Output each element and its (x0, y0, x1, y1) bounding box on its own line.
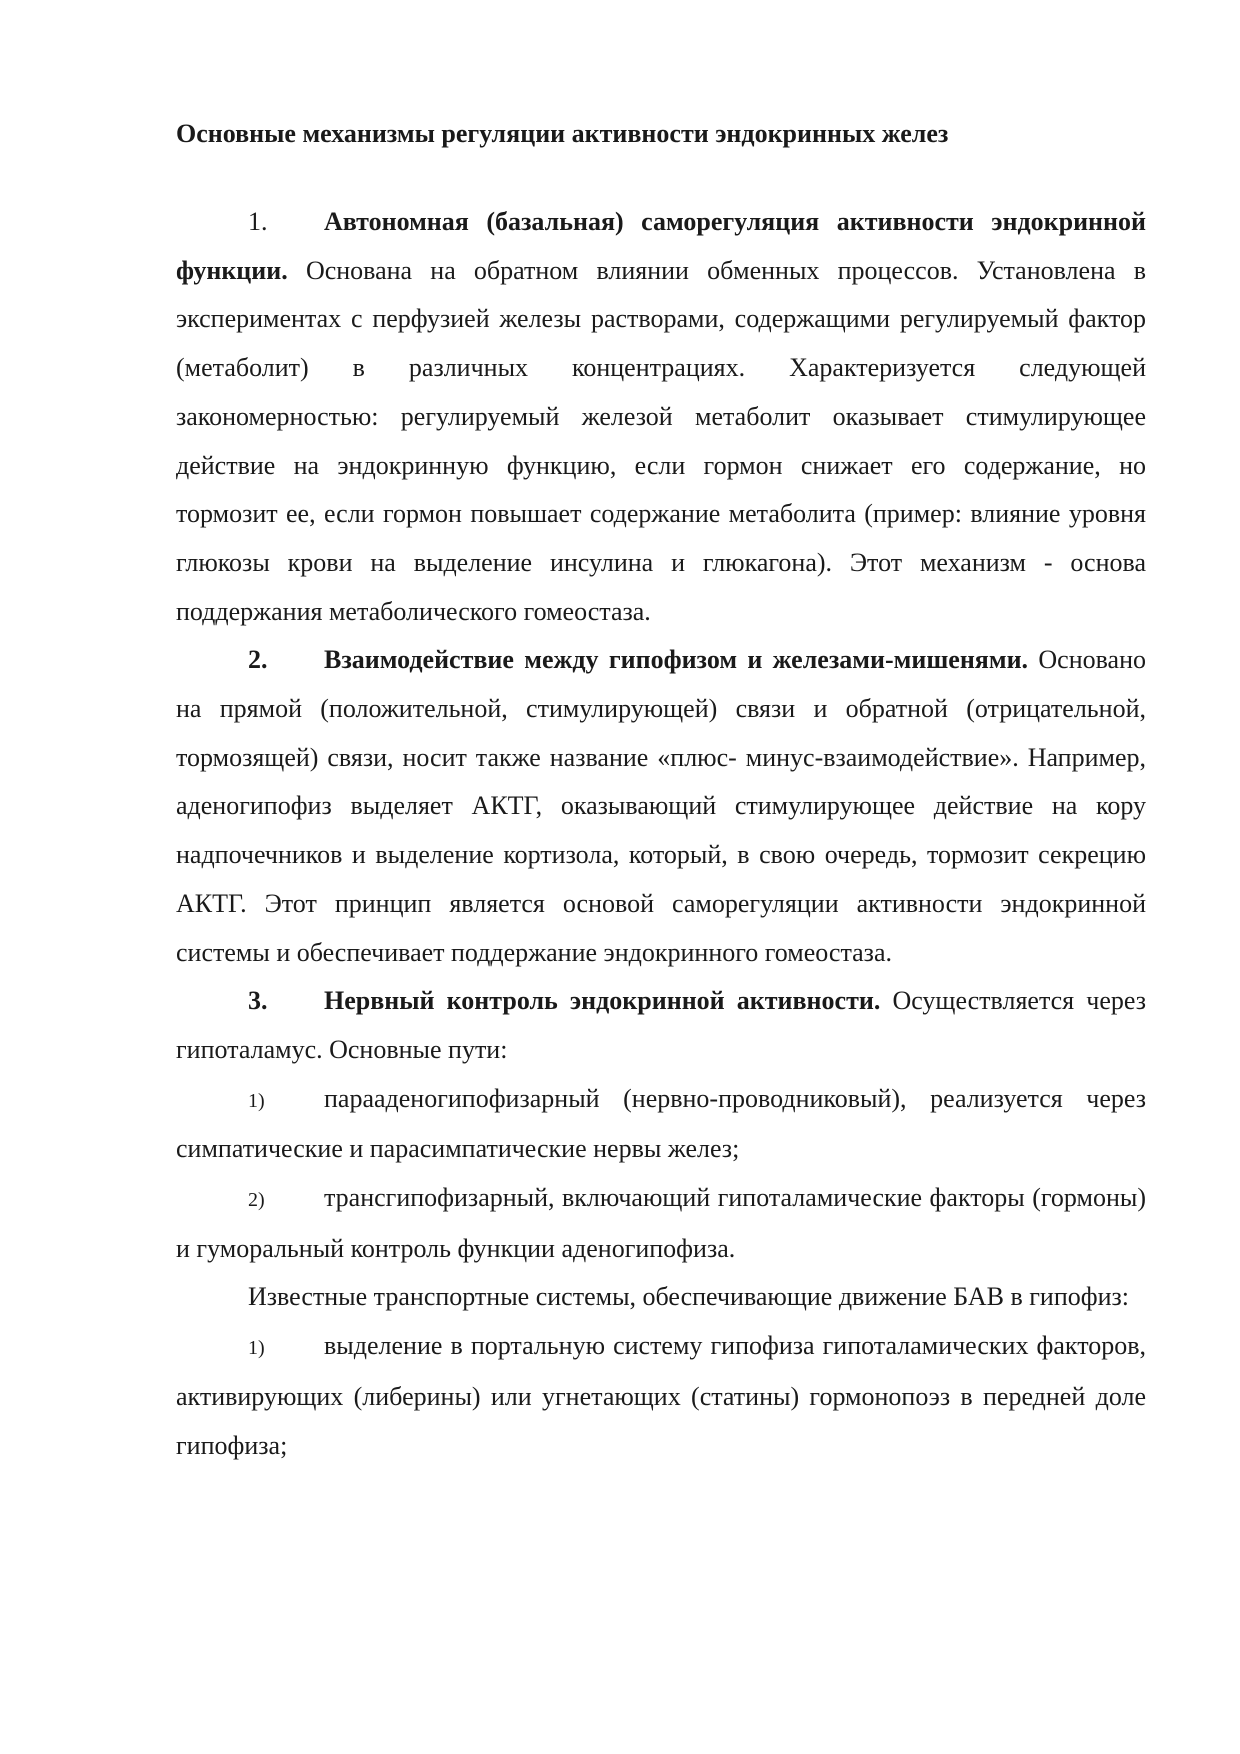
section-1-text: Основана на обратном влиянии обменных процессов. Установлена в экспериментах с перфузией железы растворами, содержащими регулируемый фактор (метаболит) в различных концентрациях. Характеризуется следующей закономерностью: регулируемый железой метаболит оказывает стимулирующее действие на эндокринную функцию, если гормон снижает его содержание, но тормозит ее, если гормон повышает содержание метаболита (пример: влияние уровня глюкозы крови на выделение инсулина и глюкагона). Этот механизм - основа поддержания метаболического гомеостаза. (176, 255, 1146, 626)
pathway-item-2-number: 2) (248, 1189, 265, 1212)
section-3-text: Осуществляется через гипоталамус. Основные пути: (176, 986, 1146, 1064)
section-3-heading: Нервный контроль эндокринной активности. (324, 986, 881, 1016)
section-2 (176, 636, 1146, 977)
transport-item-1-text: выделение в портальную систему гипофиза гипоталамических факторов, активирующих (либерины) или угнетающих (статины) гормонопоэз в передней доле гипофиза; (176, 1331, 1146, 1460)
pathway-item-1-text: парааденогипофизарный (нервно-проводниковый), реализуется через симпатические и парасимпатические нервы желез; (176, 1083, 1146, 1164)
document-body (176, 110, 1146, 1470)
section-2-text: Основано на прямой (положительной, стимулирующей) связи и обратной (отрицательной, тормозящей) связи, носит также название «плюс- минус-взаимодействие». Например, аденогипофиз выделяет АКТГ, оказывающий стимулирующее действие на кору надпочечников и выделение кортизола, который, в свою очередь, тормозит секрецию АКТГ. Этот принцип является основой саморегуляции активности эндокринной системы и обеспечивает поддержание эндокринного гомеостаза. (176, 645, 1146, 967)
section-2-number: 2. (248, 645, 268, 675)
pathway-item-1-number: 1) (248, 1089, 265, 1112)
section-1-number: 1. (248, 207, 268, 236)
section-1-heading: Автономная (базальная) саморегуляция активности эндокринной функции. (176, 207, 1146, 285)
pathway-item-2 (176, 1174, 1146, 1273)
pathway-item-1 (176, 1075, 1146, 1174)
section-1 (176, 198, 1146, 636)
transport-intro: Известные транспортные системы, обеспечивающие движение БАВ в гипофиз: (248, 1282, 1129, 1312)
transport-item-1-number: 1) (248, 1337, 265, 1360)
document-title: Основные механизмы регуляции активности эндокринных желез (176, 119, 949, 148)
pathway-item-2-text: трансгипофизарный, включающий гипоталамические факторы (гормоны) и гуморальный контроль функции аденогипофиза. (176, 1183, 1146, 1263)
section-3 (176, 977, 1146, 1074)
section-2-heading: Взаимодействие между гипофизом и железами-мишенями. (324, 645, 1029, 675)
transport-item-1 (176, 1322, 1146, 1470)
section-3-number: 3. (248, 986, 268, 1016)
